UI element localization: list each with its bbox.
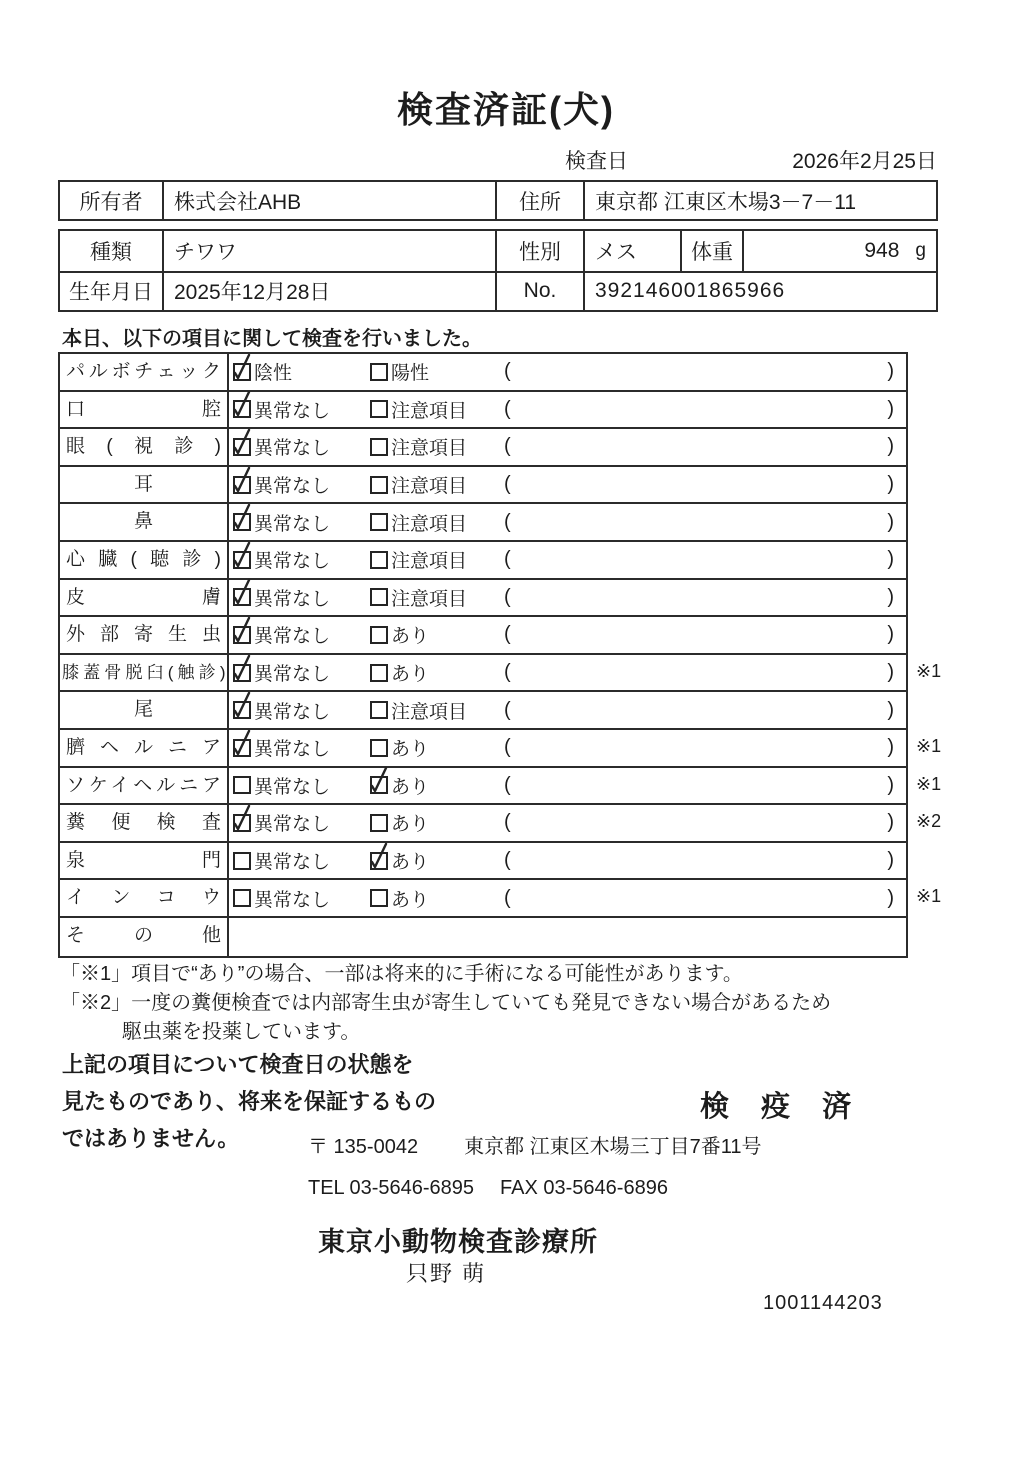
exam-option-1 [233, 772, 370, 799]
exam-item-label: 外部寄生虫 [60, 617, 229, 653]
checkmark-icon [232, 389, 253, 420]
checkbox-icon[interactable] [233, 776, 251, 794]
exam-option-2-label: あり [391, 814, 430, 836]
no-value: 392146001865966 [583, 271, 936, 311]
clinic-postal-line [308, 1130, 762, 1159]
exam-footnote-ref: ※1 [916, 773, 942, 794]
paren-open: ( [504, 698, 511, 721]
exam-option-2 [370, 772, 502, 799]
owner-address-value: 東京都 江東区木場3－7－11 [583, 182, 936, 219]
checkmark-icon [232, 502, 253, 533]
exam-remarks-field [502, 699, 906, 722]
exam-option-1-label: 異常なし [254, 400, 331, 422]
exam-item-result [229, 880, 906, 916]
exam-item-label: 口腔 [60, 392, 229, 428]
clinic-tel-line [308, 1177, 668, 1200]
paren-close: ) [887, 623, 894, 646]
checkbox-icon[interactable] [370, 776, 388, 794]
exam-option-1 [233, 471, 370, 498]
paren-open: ( [504, 773, 511, 796]
exam-option-1 [233, 358, 370, 385]
exam-item-label: 泉門 [60, 843, 229, 879]
disclaimer-line-1: 上記の項目について検査日の状態を [62, 1052, 414, 1077]
exam-remarks-field [502, 360, 906, 383]
exam-option-1 [233, 697, 370, 724]
exam-option-2 [370, 697, 502, 724]
clinic-tel: TEL 03-5646-6895 [308, 1177, 475, 1199]
exam-table-row [60, 918, 906, 956]
paren-open: ( [504, 849, 511, 872]
exam-option-1 [233, 621, 370, 648]
checkbox-icon[interactable] [370, 551, 388, 569]
paren-close: ) [887, 886, 894, 909]
checkbox-icon[interactable] [370, 626, 388, 644]
exam-remarks-field [502, 887, 906, 910]
exam-option-1-label: 異常なし [254, 889, 331, 911]
checkmark-icon [232, 577, 253, 608]
checkbox-icon[interactable] [370, 664, 388, 682]
exam-option-1-label: 異常なし [254, 588, 331, 610]
exam-footnote-ref: ※1 [916, 660, 942, 681]
exam-table-row [60, 655, 942, 693]
exam-remarks-field [502, 661, 906, 684]
footnotes [60, 960, 831, 1047]
exam-option-1-label: 異常なし [254, 476, 331, 498]
paren-open: ( [504, 736, 511, 759]
checkbox-icon[interactable] [370, 852, 388, 870]
exam-item-result [229, 805, 906, 841]
serial-number: 1001144203 [763, 1292, 883, 1314]
exam-table-row [60, 580, 906, 618]
owner-address-label: 住所 [495, 182, 583, 219]
paren-close: ) [887, 435, 894, 458]
owner-table [58, 180, 938, 221]
paren-open: ( [504, 811, 511, 834]
exam-table-row [60, 730, 942, 768]
exam-remarks-field [502, 849, 906, 872]
exam-footnote-ref: ※1 [916, 735, 942, 756]
paren-open: ( [504, 397, 511, 420]
checkbox-icon[interactable] [233, 889, 251, 907]
exam-remarks-field [502, 623, 906, 646]
exam-option-1-label: 異常なし [254, 852, 331, 874]
exam-item-result [229, 429, 906, 465]
paren-close: ) [887, 510, 894, 533]
postal-code: 〒 135-0042 [308, 1136, 419, 1158]
checkmark-icon [232, 728, 253, 759]
footnote-2-continued: 駆虫薬を投薬しています。 [122, 1021, 361, 1043]
exam-item-result [229, 392, 906, 428]
checkbox-icon[interactable] [370, 889, 388, 907]
exam-option-2 [370, 471, 502, 498]
exam-option-1-label: 異常なし [254, 776, 331, 798]
exam-table-row [60, 467, 906, 505]
disclaimer-line-3: ではありません。 [62, 1126, 240, 1151]
exam-item-label: 心臓(聴診) [60, 542, 229, 578]
exam-option-1 [233, 584, 370, 611]
clinic-name: 東京小動物検査診療所 [318, 1227, 598, 1257]
exam-option-2-label: あり [391, 776, 430, 798]
exam-option-2-label: 注意項目 [391, 513, 468, 535]
exam-remarks-field [502, 511, 906, 534]
checkmark-icon [369, 841, 390, 872]
checkbox-icon[interactable] [370, 814, 388, 832]
exam-option-1 [233, 809, 370, 836]
checkbox-icon[interactable] [370, 588, 388, 606]
exam-table [58, 352, 942, 958]
checkbox-icon[interactable] [233, 476, 251, 494]
exam-option-2-label: あり [391, 889, 430, 911]
exam-option-2-label: あり [391, 664, 430, 686]
exam-option-1-label: 異常なし [254, 814, 331, 836]
birthdate-label: 生年月日 [60, 271, 162, 311]
checkbox-icon[interactable] [233, 513, 251, 531]
exam-item-label: 眼(視診) [60, 429, 229, 465]
checkbox-icon[interactable] [370, 476, 388, 494]
exam-option-2 [370, 847, 502, 874]
exam-option-2-label: 注意項目 [391, 588, 468, 610]
intro-text: 本日、以下の項目に関して検査を行いました。 [62, 328, 482, 350]
exam-remarks-field [502, 473, 906, 496]
paren-close: ) [887, 811, 894, 834]
checkbox-icon[interactable] [370, 363, 388, 381]
exam-table-row [60, 880, 942, 918]
checkbox-icon[interactable] [233, 551, 251, 569]
exam-table-row [60, 617, 906, 655]
weight-label: 体重 [680, 231, 742, 271]
sex-value: メス [583, 231, 680, 271]
exam-table-row [60, 429, 906, 467]
exam-item-label: 皮膚 [60, 580, 229, 616]
exam-option-1 [233, 885, 370, 912]
exam-option-1-label: 異常なし [254, 513, 331, 535]
exam-remarks-field [502, 774, 906, 797]
exam-remarks-field [502, 398, 906, 421]
checkmark-icon [369, 765, 390, 796]
inspection-date-value: 2026年2月25日 [792, 150, 937, 173]
exam-option-2-label: 注意項目 [391, 400, 468, 422]
exam-option-2-label: あり [391, 739, 430, 761]
inspection-date-row [565, 145, 937, 175]
exam-item-result [229, 730, 906, 766]
paren-open: ( [504, 510, 511, 533]
exam-item-label: インコウ [60, 880, 229, 916]
owner-name: 株式会社AHB [162, 182, 495, 219]
exam-option-1 [233, 847, 370, 874]
breed-label: 種類 [90, 240, 132, 264]
checkmark-icon [232, 690, 253, 721]
weight-cell [742, 231, 936, 271]
disclaimer-line-2: 見たものであり、将来を保証するもの [62, 1089, 437, 1114]
exam-option-2 [370, 584, 502, 611]
paren-open: ( [504, 435, 511, 458]
exam-option-1-label: 異常なし [254, 739, 331, 761]
exam-footnote-ref: ※1 [916, 886, 942, 907]
exam-footnote-ref: ※2 [916, 811, 942, 832]
exam-item-result [229, 768, 906, 804]
paren-open: ( [504, 360, 511, 383]
exam-option-2 [370, 659, 502, 686]
exam-option-2-label: 陽性 [391, 363, 430, 385]
exam-option-1-label: 異常なし [254, 438, 331, 460]
exam-option-1-label: 異常なし [254, 701, 331, 723]
exam-option-2 [370, 885, 502, 912]
exam-option-1 [233, 734, 370, 761]
exam-item-label: 膝蓋骨脱臼(触診) [60, 655, 229, 691]
checkmark-icon [232, 540, 253, 571]
clinic-address: 東京都 江東区木場三丁目7番11号 [464, 1136, 762, 1158]
exam-item-label: 鼻 [60, 504, 229, 540]
exam-remarks-field [502, 435, 906, 458]
exam-item-label: パルボチェック [60, 354, 229, 390]
exam-item-label: 臍ヘルニア [60, 730, 229, 766]
quarantine-stamp: 検 疫 済 [700, 1091, 864, 1123]
exam-table-row [60, 542, 906, 580]
footnote-2: 「※2」一度の糞便検査では内部寄生虫が寄生していても発見できない場合があるため [60, 992, 832, 1014]
paren-close: ) [887, 473, 894, 496]
birthdate-value: 2025年12月28日 [162, 271, 495, 311]
exam-item-label: その他 [60, 918, 229, 956]
checkbox-icon[interactable] [233, 400, 251, 418]
exam-item-label: 尾 [60, 692, 229, 728]
paren-close: ) [887, 698, 894, 721]
exam-option-1-label: 陰性 [254, 363, 293, 385]
paren-close: ) [887, 661, 894, 684]
checkbox-icon[interactable] [233, 363, 251, 381]
exam-option-1 [233, 396, 370, 423]
exam-remarks-field [502, 811, 906, 834]
checkbox-icon[interactable] [370, 400, 388, 418]
checkmark-icon [232, 803, 253, 834]
sex-label: 性別 [495, 231, 583, 271]
no-label: No. [495, 271, 583, 311]
inspection-date-label: 検査日 [565, 150, 628, 173]
page-title: 検査済証(犬) [397, 89, 615, 130]
exam-remarks-field [502, 736, 906, 759]
footnote-1: 「※1」項目で“あり”の場合、一部は将来的に手術になる可能性があります。 [60, 963, 743, 985]
paren-open: ( [504, 585, 511, 608]
checkbox-icon[interactable] [370, 438, 388, 456]
exam-remarks-field [502, 548, 906, 571]
paren-open: ( [504, 661, 511, 684]
exam-option-1-label: 異常なし [254, 664, 331, 686]
checkmark-icon [232, 653, 253, 684]
exam-option-2-label: あり [391, 626, 430, 648]
paren-close: ) [887, 849, 894, 872]
pet-table [58, 229, 938, 312]
exam-item-label: 糞便検査 [60, 805, 229, 841]
exam-option-1-label: 異常なし [254, 626, 331, 648]
exam-option-2 [370, 734, 502, 761]
checkbox-icon[interactable] [370, 701, 388, 719]
exam-table-row [60, 504, 906, 542]
exam-option-2-label: 注意項目 [391, 551, 468, 573]
checkbox-icon[interactable] [233, 438, 251, 456]
exam-option-1 [233, 509, 370, 536]
checkbox-icon[interactable] [233, 664, 251, 682]
exam-item-result [229, 843, 906, 879]
paren-close: ) [887, 773, 894, 796]
paren-close: ) [887, 585, 894, 608]
exam-item-result [229, 692, 906, 728]
paren-close: ) [887, 360, 894, 383]
exam-table-row [60, 768, 942, 806]
checkmark-icon [232, 465, 253, 496]
paren-close: ) [887, 548, 894, 571]
exam-option-1 [233, 659, 370, 686]
exam-option-2-label: 注意項目 [391, 701, 468, 723]
exam-option-2 [370, 358, 502, 385]
exam-option-2 [370, 509, 502, 536]
checkbox-icon[interactable] [233, 739, 251, 757]
exam-item-result [229, 467, 906, 503]
exam-item-result [229, 918, 906, 956]
exam-item-label: 耳 [60, 467, 229, 503]
paren-open: ( [504, 886, 511, 909]
exam-option-1 [233, 546, 370, 573]
paren-close: ) [887, 397, 894, 420]
exam-option-2 [370, 546, 502, 573]
exam-table-row [60, 843, 906, 881]
checkbox-icon[interactable] [233, 626, 251, 644]
clinic-fax: FAX 03-5646-6896 [500, 1177, 668, 1199]
weight-unit: g [915, 239, 926, 261]
owner-label: 所有者 [79, 190, 143, 214]
exam-table-row [60, 354, 906, 392]
checkmark-icon [232, 352, 253, 383]
exam-option-2-label: あり [391, 852, 430, 874]
paren-open: ( [504, 623, 511, 646]
exam-item-result [229, 580, 906, 616]
exam-table-row [60, 392, 906, 430]
checkbox-icon[interactable] [233, 701, 251, 719]
paren-open: ( [504, 548, 511, 571]
exam-item-result [229, 354, 906, 390]
checkbox-icon[interactable] [233, 852, 251, 870]
exam-table-row [60, 692, 906, 730]
checkbox-icon[interactable] [233, 588, 251, 606]
checkbox-icon[interactable] [370, 739, 388, 757]
checkmark-icon [232, 615, 253, 646]
checkbox-icon[interactable] [233, 814, 251, 832]
veterinarian-name: 只野 萌 [406, 1261, 487, 1286]
breed-value: チワワ [162, 231, 495, 271]
exam-item-label: ソケイヘルニア [60, 768, 229, 804]
exam-item-result [229, 542, 906, 578]
exam-option-2-label: 注意項目 [391, 438, 468, 460]
exam-option-2 [370, 809, 502, 836]
exam-item-result [229, 655, 906, 691]
exam-option-2 [370, 621, 502, 648]
exam-option-1 [233, 433, 370, 460]
exam-option-1-label: 異常なし [254, 551, 331, 573]
weight-value: 948 [864, 238, 900, 262]
checkmark-icon [232, 427, 253, 458]
exam-option-2 [370, 396, 502, 423]
exam-remarks-field [502, 586, 906, 609]
exam-item-result [229, 617, 906, 653]
paren-close: ) [887, 736, 894, 759]
exam-option-2-label: 注意項目 [391, 476, 468, 498]
paren-open: ( [504, 473, 511, 496]
exam-option-2 [370, 433, 502, 460]
checkbox-icon[interactable] [370, 513, 388, 531]
exam-table-row [60, 805, 942, 843]
exam-item-result [229, 504, 906, 540]
